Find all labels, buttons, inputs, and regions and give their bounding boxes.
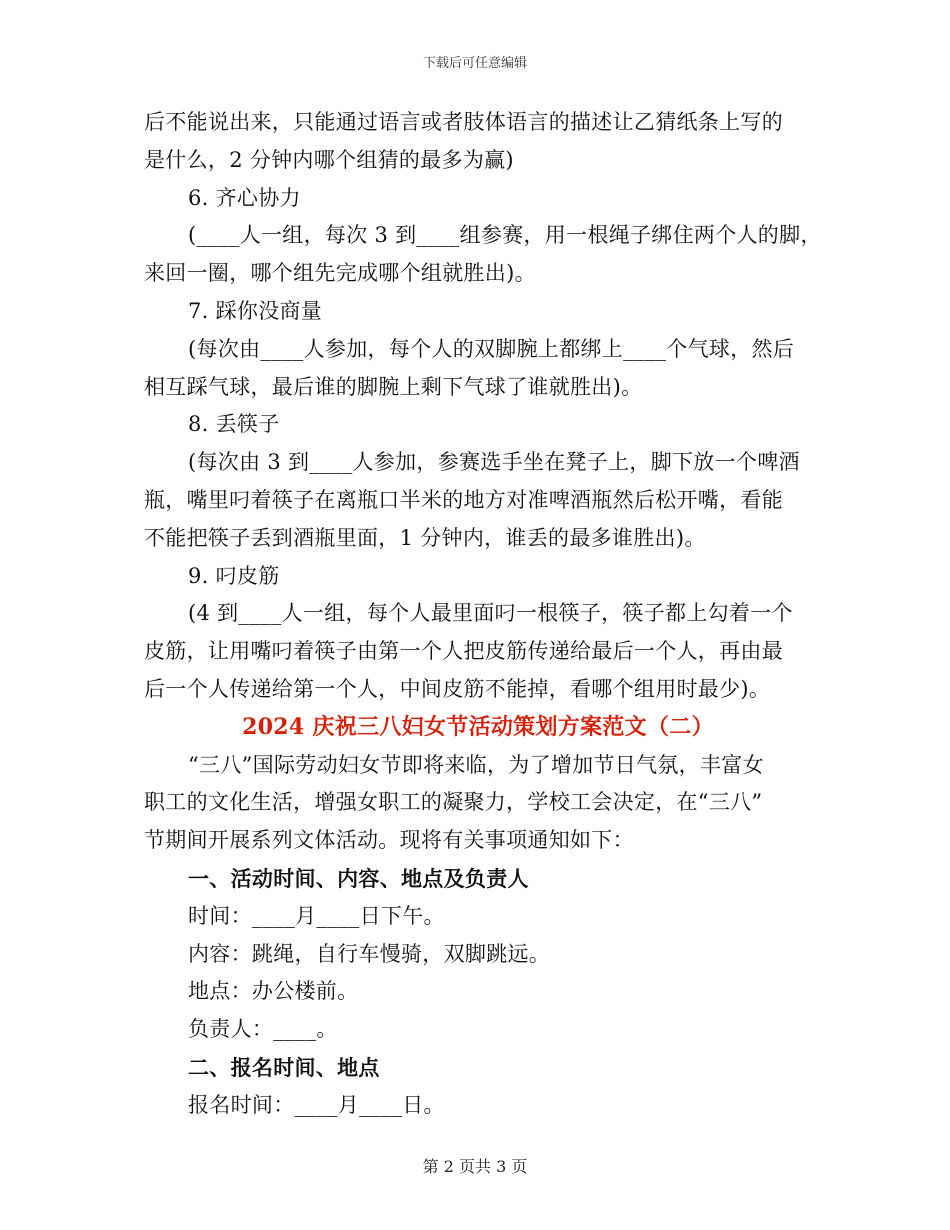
paragraph-line: 报名时间：____月____日。 — [188, 1092, 445, 1117]
paragraph-line: 不能把筷子丢到酒瓶里面，1 分钟内，谁丢的最多谁胜出)。 — [144, 525, 706, 550]
paragraph-line: (4 到____人一组，每个人最里面叼一根筷子，筷子都上勾着一个 — [188, 601, 793, 626]
item-heading: 7. 踩你没商量 — [188, 298, 323, 323]
paragraph-line: 地点：办公楼前。 — [188, 979, 359, 1004]
paragraph-line: 后一个人传递给第一个人，中间皮筋不能掉，看哪个组用时最少)。 — [144, 676, 771, 701]
paragraph-line: (____人一组，每次 3 到____组参赛，用一根绳子绑住两个人的脚， — [188, 223, 822, 248]
item-heading: 6. 齐心协力 — [188, 185, 301, 210]
paragraph-line: (每次由 3 到____人参加，参赛选手坐在凳子上，脚下放一个啤酒 — [188, 450, 800, 475]
paragraph-line: 职工的文化生活，增强女职工的凝聚力，学校工会决定，在“三八” — [144, 790, 763, 815]
item-heading: 9. 叼皮筋 — [188, 563, 280, 588]
paragraph-line: 后不能说出来，只能通过语言或者肢体语言的描述让乙猜纸条上写的 — [144, 110, 783, 134]
paragraph-line: 瓶，嘴里叼着筷子在离瓶口半米的地方对准啤酒瓶然后松开嘴，看能 — [144, 487, 783, 512]
subsection-heading: 一、活动时间、内容、地点及负责人 — [188, 865, 529, 891]
paragraph-line: 皮筋，让用嘴叼着筷子由第一个人把皮筋传递给最后一个人，再由最 — [144, 639, 783, 664]
paragraph-line: 时间：____月____日下午。 — [188, 903, 445, 928]
document-body — [144, 104, 822, 1125]
paragraph-line: 是什么，2 分钟内哪个组猜的最多为赢) — [144, 147, 514, 172]
page-footer-note: 第 2 页共 3 页 — [422, 1157, 528, 1176]
subsection-heading: 二、报名时间、地点 — [188, 1054, 380, 1080]
page-header-note: 下载后可任意编辑 — [422, 56, 527, 71]
paragraph-line: “三八”国际劳动妇女节即将来临，为了增加节日气氛，丰富女 — [188, 752, 764, 777]
paragraph-line: 相互踩气球，最后谁的脚腕上剩下气球了谁就胜出)。 — [144, 374, 643, 399]
paragraph-line: 来回一圈，哪个组先完成哪个组就胜出)。 — [144, 261, 536, 286]
paragraph-line: 节期间开展系列文体活动。现将有关事项通知如下： — [144, 828, 634, 853]
section-title: 2024 庆祝三八妇女节活动策划方案范文（二） — [242, 713, 714, 740]
paragraph-line: (每次由____人参加，每个人的双脚腕上都绑上____个气球，然后 — [188, 336, 795, 361]
paragraph-line: 内容：跳绳，自行车慢骑，双脚跳远。 — [188, 941, 551, 966]
item-heading: 8. 丢筷子 — [188, 412, 280, 437]
paragraph-line: 负责人：____。 — [188, 1017, 338, 1042]
